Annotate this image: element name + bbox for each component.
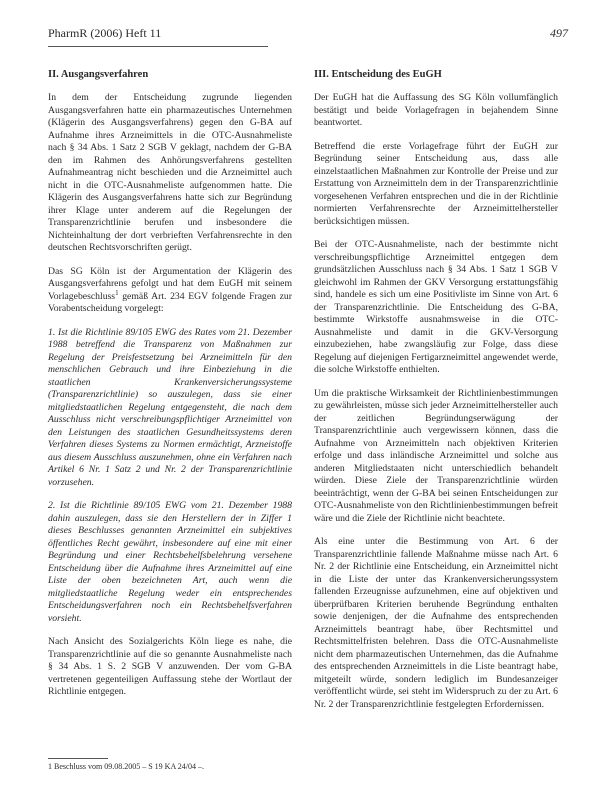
paragraph-text: Das SG Köln ist der Argumentation der Klägerin des Ausgangsverfahrens gefolgt und hat dem EuGH mit seinem Vorlagebeschluss: [48, 265, 292, 302]
paragraph: Nach Ansicht des Sozialgerichts Köln liege es nahe, die Transparenzrichtlinie auf die so genannte Ausnahmeliste nach § 34 Abs. 1 S. 2 SGB V anzuwenden. Der vom G-BA vertretenen gegenteiligen Auffassung stehe der Wortlaut der Richtlinie entgegen.: [48, 636, 292, 697]
paragraph-text: gemäß Art. 234 EGV folgende Fragen zur Vorabentscheidung vorgelegt:: [48, 290, 292, 314]
paragraph: [48, 266, 292, 316]
paragraph: In dem der Entscheidung zugrunde liegenden Ausgangsverfahren hatte ein pharmazeutisches Unternehmen (Klägerin des Ausgangsverfahrens) gegen den G-BA auf Aufnahme ihres Arzneimittels in die OTC-Ausnahmeliste nach § 34 Abs. 1 Satz 2 SGB V geklagt, nachdem der G-BA den im Rahmen des Anhörungsverfahrens gestellten Aufnahmeantrag nicht beschieden und die Arzneimittel auch nicht in die OTC-Ausnahmeliste aufgenommen hatte. Die Klägerin des Ausgangsverfahrens hatte sich zur Begründung ihrer Klage unter anderem auf die Regelungen der Transparenzrichtlinie berufen und insbesondere die Nichteinhaltung der dort verbrieften Verfahrensrechte in den deutschen Rechtsvorschriften gerügt.: [48, 92, 292, 253]
section-heading-entscheidung: III. Entscheidung des EuGH: [314, 69, 442, 80]
right-column: [314, 68, 558, 722]
paragraph: Um die praktische Wirksamkeit der Richtlinienbestimmungen zu gewährleisten, müsse sich jeder Arzneimittelhersteller auch der zeitlichen Begründungserwägung der Transparenzrichtlinie auch vergewissern können, dass die Aufnahme von Arzneimitteln nach objektiven Kriterien erfolge und dass inländische Arzneimittel und solche aus anderen Mitgliedstaaten nicht unterschiedlich behandelt würden. Diese Ziele der Transparenzrichtlinie würden beeinträchtigt, wenn der G-BA bei seinen Entscheidungen zur OTC-Ausnahmeliste von den Richtlinienbestimmungen befreit wäre und die Ziele der Richtlinie nicht beachtete.: [314, 387, 558, 524]
footnote: 1 Beschluss vom 09.08.2005 – S 19 KA 24/04 –.: [48, 762, 205, 771]
question-2: 2. Ist die Richtlinie 89/105 EWG vom 21. Dezember 1988 dahin auszulegen, dass sie den Herstellern der in Ziffer 1 dieses Beschlusses genannten Arzneimittel ein subjektives öffentliches Recht gewährt, insbesondere auf eine mit einer Begründung und einer Rechtsbehelfsbelehrung versehene Entscheidung über die Aufnahme ihres Arzneimittel auf eine Liste der oben bezeichneten Art, auch wenn die mitgliedstaatliche Regelung weder ein entsprechendes Entscheidungsverfahren noch ein Rechtsbehelfsverfahren vorsieht.: [48, 500, 292, 624]
journal-reference: PharmR (2006) Heft 11: [48, 26, 162, 40]
section-heading-ausgangsverfahren: II. Ausgangsverfahren: [48, 69, 149, 80]
paragraph: Betreffend die erste Vorlagefrage führt der EuGH zur Begründung seiner Entscheidung aus, dass alle einzelstaatlichen Maßnahmen zur Kontrolle der Preise und zur Erstattung von Arzneimitteln dem in der Transparenzrichtlinie vorgesehenen Verfahren entsprechen und die in der Richtlinie normierten Verfahrensrechte der Arzneimittelhersteller berücksichtigen müssen.: [314, 140, 558, 227]
footnote-rule: [48, 758, 108, 759]
running-header: [48, 26, 568, 44]
page-number: 497: [550, 26, 568, 40]
paragraph: Als eine unter die Bestimmung von Art. 6 der Transparenzrichtlinie fallende Maßnahme müsse nach Art. 6 Nr. 2 der Richtlinie eine Entscheidung, ein Arzneimittel nicht in die Liste der unter das Krankenversicherungssystem fallenden Erzeugnisse aufzunehmen, eine auf objektiven und überprüfbaren Kriterien beruhende Begründung enthalten sowie denjenigen, der die Aufnahme des entsprechenden Arzneimittels beantragt habe, über Rechtsmittel und Rechtsmittelfristen belehren. Dass die OTC-Ausnahmeliste nicht dem pharmazeutischen Unternehmen, das die Aufnahme des entsprechenden Arzneimittels in die Liste beantragt habe, mitgeteilt würde, sondern lediglich im Bundesanzeiger veröffentlicht würde, sei steht im Widerspruch zu der zu Art. 6 Nr. 2 der Transparenzrichtlinie festgelegten Erfordernissen.: [314, 536, 558, 710]
paragraph: Bei der OTC-Ausnahmeliste, nach der bestimmte nicht verschreibungspflichtige Arzneimittel entgegen dem grundsätzlichen Ausschluss nach § 34 Abs. 1 Satz 1 SGB V gleichwohl im Rahmen der GKV Versorgung erstattungsfähig sind, handele es sich um eine Positivliste im Sinne von Art. 6 der Transparenzrichtlinie. Die Entscheidung des G-BA, bestimmte Wirkstoffe ausnahmsweise in die OTC-Ausnahmeliste und damit in die GKV-Versorgung einzubeziehen, habe zwangsläufig zur Folge, dass diese Regelung auf diejenigen Fertigarzneimittel angewendet werde, die solche Wirkstoffe enthielten.: [314, 239, 558, 375]
paragraph: Der EuGH hat die Auffassung des SG Köln vollumfänglich bestätigt und beide Vorlagefragen in bejahendem Sinne beantwortet.: [314, 92, 558, 128]
header-rule: [48, 46, 268, 47]
footnote-reference: 1: [115, 288, 119, 297]
left-column: [48, 68, 292, 710]
question-1: 1. Ist die Richtlinie 89/105 EWG des Rates vom 21. Dezember 1988 betreffend die Transparenz von Maßnahmen zur Regelung der Preisfestsetzung bei Arzneimitteln für den menschlichen Gebrauch und ihre Einbeziehung in die staatlichen Krankenversicherungssysteme (Transparenzrichtlinie) so auszulegen, dass sie einer mitgliedstaatlichen Regelung entgegensteht, die nach dem Ausschluss nicht verschreibungspflichtiger Arzneimittel von den Leistungen des staatlichen Gesundheitssystems deren Verfahren dieses Systems zu Normen ermächtigt, Arzneistoffe aus diesem Ausschluss auszunehmen, ohne ein Verfahren nach Artikel 6 Nr. 1 Satz 2 und Nr. 2 der Transparenzrichtlinie vorzusehen.: [48, 326, 292, 488]
